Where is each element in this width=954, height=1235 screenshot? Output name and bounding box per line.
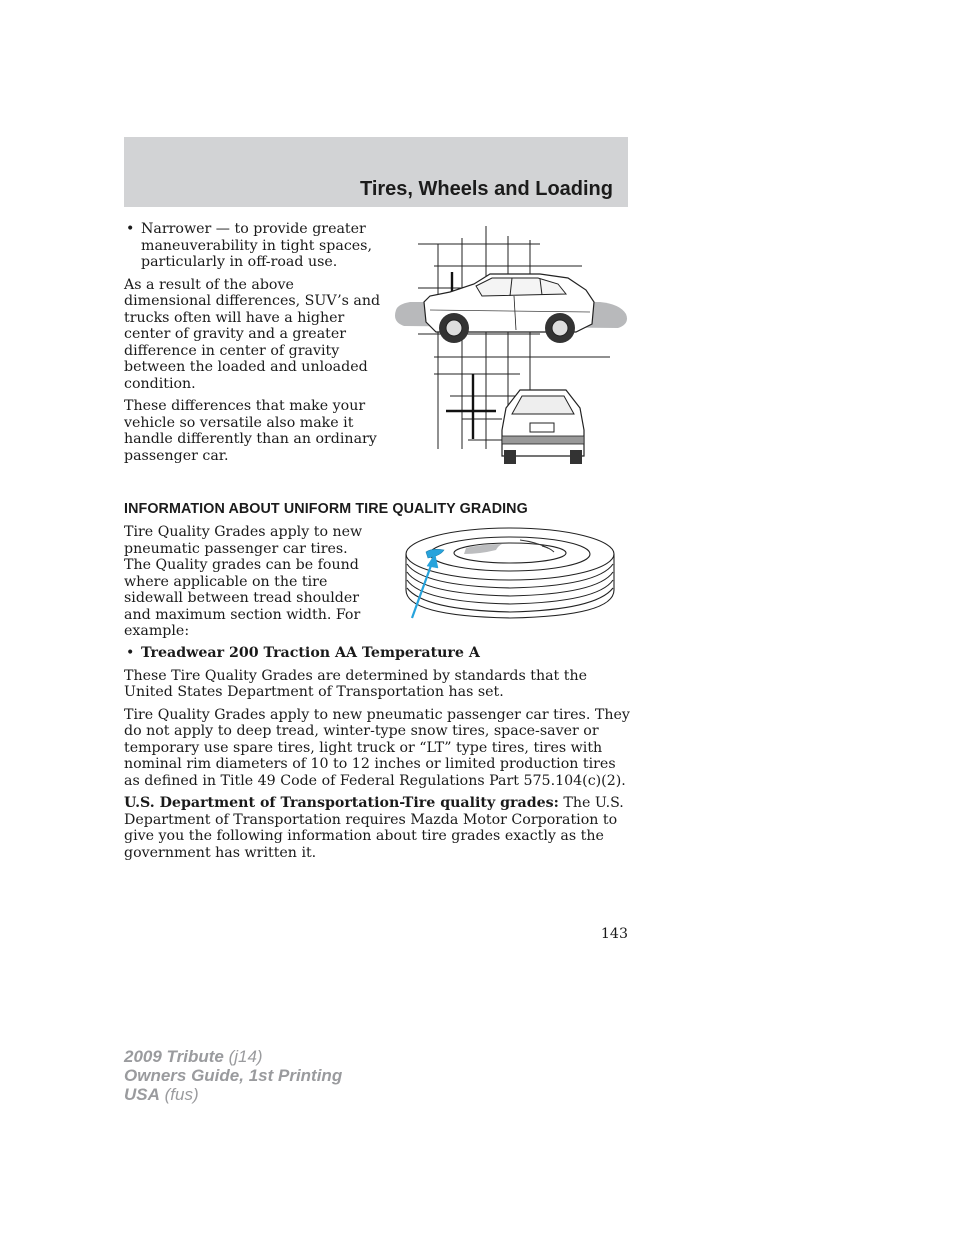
grade-example: Treadwear 200 Traction AA Temperature A <box>141 645 480 661</box>
dot-lead: U.S. Department of Transportation-Tire quality grades: <box>124 795 559 811</box>
paragraph: These Tire Quality Grades are determined by standards that the United States Department of Transportation has set. <box>124 667 587 700</box>
dot-text: The U.S. Department of Transportation requires Mazda Motor Corporation to give you the following information about tire grades exactly as the government has written it. <box>124 795 624 861</box>
paragraph: These differences that make your vehicle so versatile also make it handle differently than an ordinary passenger car. <box>124 398 377 464</box>
footer-line-model <box>124 1047 342 1066</box>
list-item <box>124 645 630 662</box>
dot-paragraph <box>124 795 630 861</box>
bullet-text: Narrower — to provide greater maneuverability in tight spaces, particularly in off-road use. <box>141 221 372 270</box>
paragraph: Tire Quality Grades apply to new pneumatic passenger car tires. They do not apply to deep tread, winter-type snow tires, space-saver or temporary use spare tires, light truck or “LT” type tires, tires with nominal rim diameters of 10 to 12 inches or limited production tires as defined in Title 49 Code of Federal Regulations Part 575.104(c)(2). <box>124 706 630 789</box>
list-item <box>124 221 382 271</box>
footer-line-market <box>124 1085 342 1104</box>
footer-model-code: (j14) <box>223 1047 263 1066</box>
footer-market-code: (fus) <box>159 1085 199 1104</box>
paragraph: Tire Quality Grades apply to new pneumatic passenger car tires. The Quality grades can be found where applicable on the tire sidewall between tread shoulder and maximum section width. For example: <box>124 524 363 639</box>
suv-center-of-gravity-illustration <box>390 224 630 468</box>
footer-market: USA <box>124 1085 160 1104</box>
footer-line-guide: Owners Guide, 1st Printing <box>124 1066 343 1085</box>
bullet-dot: • <box>126 645 135 661</box>
footer-model: 2009 Tribute <box>124 1047 224 1066</box>
tire-intro-column <box>124 524 376 646</box>
paragraph: As a result of the above dimensional differences, SUV’s and trucks often will have a higher center of gravity and a greater difference in center of gravity between the loaded and unloaded condition. <box>124 276 381 392</box>
page-number: 143 <box>600 926 628 942</box>
tire-grades-text <box>124 645 630 867</box>
grade-example-list <box>124 645 630 662</box>
top-text-column <box>124 221 382 470</box>
tire-sidewall-illustration <box>402 524 618 624</box>
footer <box>124 1047 342 1104</box>
section-heading: INFORMATION ABOUT UNIFORM TIRE QUALITY GRADING <box>124 501 528 517</box>
page-title: Tires, Wheels and Loading <box>359 178 613 200</box>
bullet-dot: • <box>126 221 135 237</box>
header-band <box>124 137 628 207</box>
bullet-list <box>124 221 382 271</box>
